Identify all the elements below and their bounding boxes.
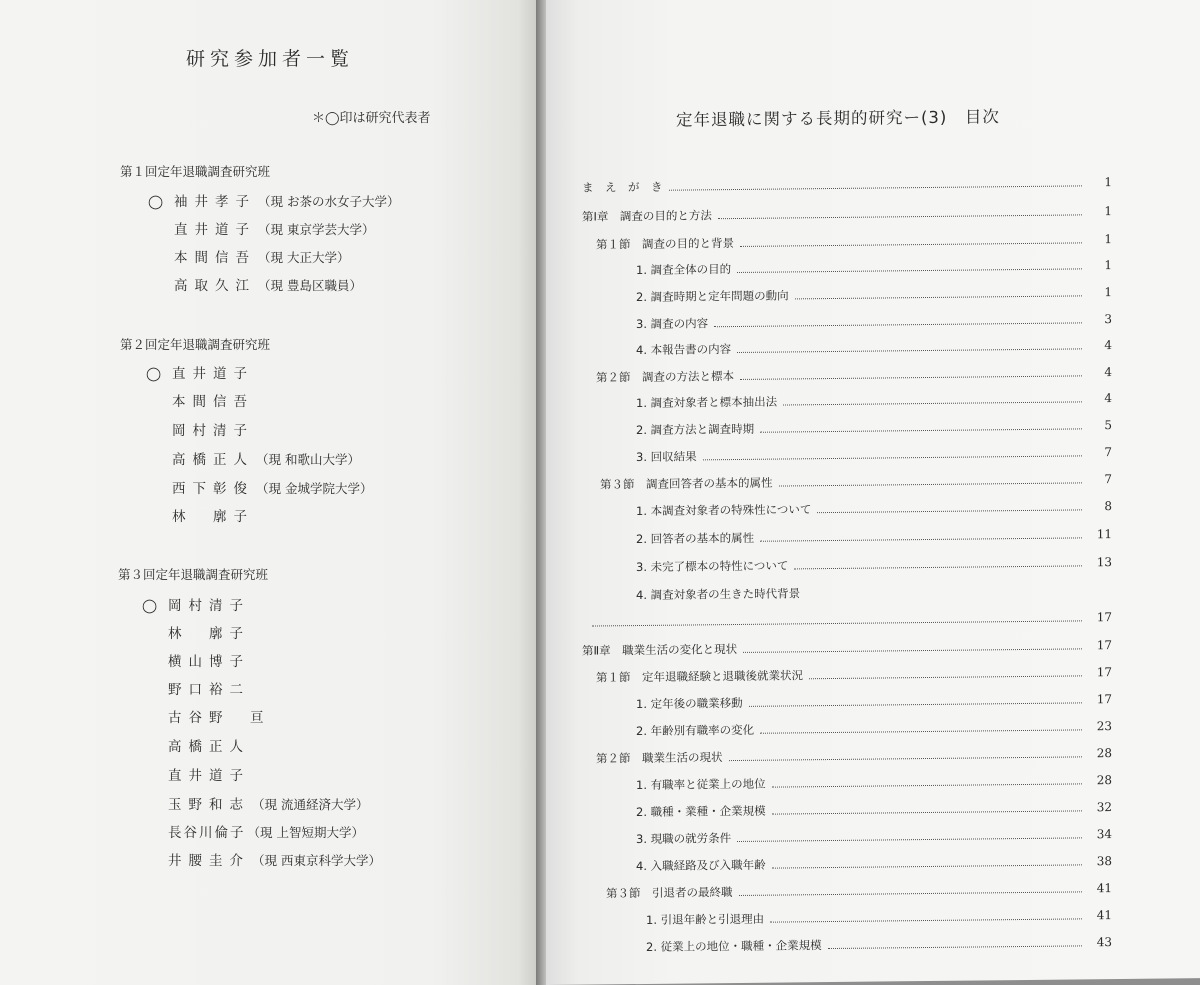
toc-entry-chapter[interactable]: 第Ⅱ章 職業生活の変化と現状 17 [582, 638, 1112, 658]
toc-entry-item[interactable]: 3. 回収結果 7 [636, 445, 1112, 465]
member-row [146, 477, 372, 497]
toc-page-number: 28 [1096, 746, 1112, 761]
member-name: 袖井孝子 [174, 194, 256, 210]
toc-page-number: 5 [1104, 418, 1112, 433]
member-name: 古谷野 亘 [168, 710, 271, 726]
member-name: 高取久江 [174, 278, 256, 294]
toc-entry-item[interactable]: 2. 回答者の基本的属性 11 [636, 527, 1112, 547]
roster-title: 研究参加者一覧 [186, 48, 355, 70]
member-row [142, 849, 381, 869]
toc-entry-continuation[interactable] [586, 610, 1112, 630]
member-row [142, 594, 252, 614]
toc-entry-section[interactable]: 第２節 調査の方法と標本 4 [596, 365, 1112, 385]
toc-entry-item[interactable]: 1. 定年後の職業移動 17 [636, 692, 1112, 712]
member-affiliation: （現 大正大学） [258, 250, 350, 265]
toc-entry-item[interactable]: 2. 年齢別有職率の変化 23 [636, 719, 1112, 739]
toc-page-number: 28 [1096, 773, 1112, 788]
representative-mark: ◯ [146, 366, 162, 382]
member-row [146, 419, 256, 439]
toc-entry-item[interactable]: 1. 有職率と従業上の地位 28 [636, 773, 1112, 793]
right-page [546, 0, 1200, 985]
team-1-title: 第１回定年退職調査研究班 [120, 164, 271, 179]
toc-page-number: 7 [1104, 472, 1112, 487]
member-row [146, 362, 256, 382]
toc-page-number: 23 [1096, 719, 1112, 734]
member-name: 林 廓子 [172, 509, 254, 525]
member-name: 長谷川倫子 [168, 825, 246, 841]
toc-page-number: 41 [1096, 908, 1112, 923]
member-affiliation: （現 お茶の水女子大学） [258, 194, 400, 209]
toc-entry-section[interactable]: 第２節 職業生活の現状 28 [596, 746, 1112, 766]
member-name: 本間信吾 [174, 250, 256, 266]
toc-entry-preface[interactable]: ま え が き 1 [582, 175, 1112, 195]
toc-entry-item[interactable]: 2. 従業上の地位・職種・企業規模 43 [646, 935, 1112, 954]
member-row [146, 448, 360, 468]
toc-page-number: 17 [1096, 638, 1112, 653]
toc-entry-item[interactable]: 4. 入職経路及び入職年齢 38 [636, 854, 1112, 874]
member-name: 岡村清子 [172, 423, 254, 439]
member-row [142, 735, 252, 755]
member-name: 井腰圭介 [168, 853, 250, 869]
toc-page-number: 43 [1096, 935, 1112, 950]
toc-entry-item[interactable]: 1. 調査対象者と標本抽出法 4 [636, 391, 1112, 411]
toc-page-number: 13 [1096, 555, 1112, 570]
toc-page-number: 8 [1104, 499, 1112, 514]
toc-entry-item[interactable]: 3. 調査の内容 3 [636, 312, 1112, 332]
toc-entry-item[interactable]: 2. 調査時期と定年問題の動向 1 [636, 285, 1112, 305]
toc-page-number: 1 [1104, 285, 1112, 300]
member-name: 高橋正人 [168, 739, 250, 755]
toc-entry-item[interactable]: 3. 現職の就労条件 34 [636, 827, 1112, 847]
member-affiliation: （現 流通経済大学） [252, 797, 369, 812]
member-affiliation: （現 東京学芸大学） [258, 222, 375, 237]
toc-page-number: 41 [1096, 881, 1112, 896]
member-row [142, 793, 368, 813]
left-page [0, 0, 540, 985]
toc-page-number: 34 [1096, 827, 1112, 842]
toc-entry-section[interactable]: 第３節 調査回答者の基本的属性 7 [600, 472, 1112, 492]
representative-mark: ◯ [148, 194, 164, 210]
member-name: 玉野和志 [168, 797, 250, 813]
member-name: 横山博子 [168, 654, 250, 670]
toc-page-number: 17 [1096, 692, 1112, 707]
toc-entry-item[interactable]: 3. 未完了標本の特性について 13 [636, 555, 1112, 575]
member-name: 岡村清子 [168, 598, 250, 614]
toc-page-number: 17 [1096, 665, 1112, 680]
member-name: 本間信吾 [172, 394, 254, 410]
member-name: 高橋正人 [172, 452, 254, 468]
toc-entry-section[interactable]: 第３節 引退者の最終職 41 [606, 881, 1112, 901]
member-affiliation: （現 上智短期大学） [247, 825, 364, 840]
representative-mark: ◯ [142, 598, 158, 614]
toc-page-number: 32 [1096, 800, 1112, 815]
toc-page-number: 17 [1096, 610, 1112, 625]
member-row [142, 706, 273, 726]
toc-entry-item[interactable]: 1. 引退年齢と引退理由 41 [646, 908, 1112, 927]
member-affiliation: （現 豊島区職員） [258, 278, 362, 293]
toc-page-number: 38 [1096, 854, 1112, 869]
team-2-title: 第２回定年退職調査研究班 [120, 337, 271, 352]
member-name: 直井道子 [172, 366, 254, 382]
member-row [142, 622, 252, 642]
member-name: 西下彰俊 [172, 481, 254, 497]
member-name: 林 廓子 [168, 626, 250, 642]
representative-note: ＊◯印は研究代表者 [312, 111, 431, 126]
toc-page-number: 7 [1104, 445, 1112, 460]
member-affiliation: （現 金城学院大学） [256, 481, 373, 496]
toc-page-number: 4 [1104, 391, 1112, 406]
toc-entry-item[interactable]: 4. 調査対象者の生きた時代背景 [636, 586, 801, 603]
toc-page-number: 4 [1104, 338, 1112, 353]
toc-entry-item[interactable]: 1. 本調査対象者の特殊性について 8 [636, 499, 1112, 519]
toc-entry-item[interactable]: 1. 調査全体の目的 1 [636, 258, 1112, 278]
toc-page-number: 1 [1104, 175, 1112, 190]
team-3-title: 第３回定年退職調査研究班 [118, 567, 269, 582]
member-row [148, 246, 349, 266]
toc-entry-item[interactable]: 2. 調査方法と調査時期 5 [636, 418, 1112, 438]
member-row [146, 390, 256, 410]
member-name: 野口裕二 [168, 682, 250, 698]
member-row [146, 505, 256, 525]
toc-entry-item[interactable]: 2. 職種・業種・企業規模 32 [636, 800, 1112, 820]
toc-entry-section[interactable]: 第１節 調査の目的と背景 1 [596, 232, 1112, 252]
member-row [148, 274, 362, 294]
member-affiliation: （現 西東京科学大学） [252, 853, 381, 868]
member-row [142, 821, 364, 841]
member-name: 直井道子 [174, 222, 256, 238]
toc-title: 定年退職に関する長期的研究ー(3) 目次 [676, 107, 1000, 130]
toc-page-number: 11 [1096, 527, 1112, 542]
toc-page-number: 1 [1104, 258, 1112, 273]
toc-page-number: 3 [1104, 312, 1112, 327]
member-row [148, 218, 374, 238]
member-affiliation: （現 和歌山大学） [256, 452, 360, 467]
member-row [142, 650, 252, 670]
toc-entry-chapter[interactable]: 第Ⅰ章 調査の目的と方法 1 [582, 204, 1112, 224]
toc-page-number: 4 [1104, 365, 1112, 380]
toc-page-number: 1 [1104, 232, 1112, 247]
toc-entry-item[interactable]: 4. 本報告書の内容 4 [636, 338, 1112, 358]
toc-entry-section[interactable]: 第１節 定年退職経験と退職後就業状況 17 [596, 665, 1112, 685]
member-row [148, 190, 399, 210]
member-name: 直井道子 [168, 768, 250, 784]
member-row [142, 678, 252, 698]
toc-page-number: 1 [1104, 204, 1112, 219]
member-row [142, 764, 252, 784]
